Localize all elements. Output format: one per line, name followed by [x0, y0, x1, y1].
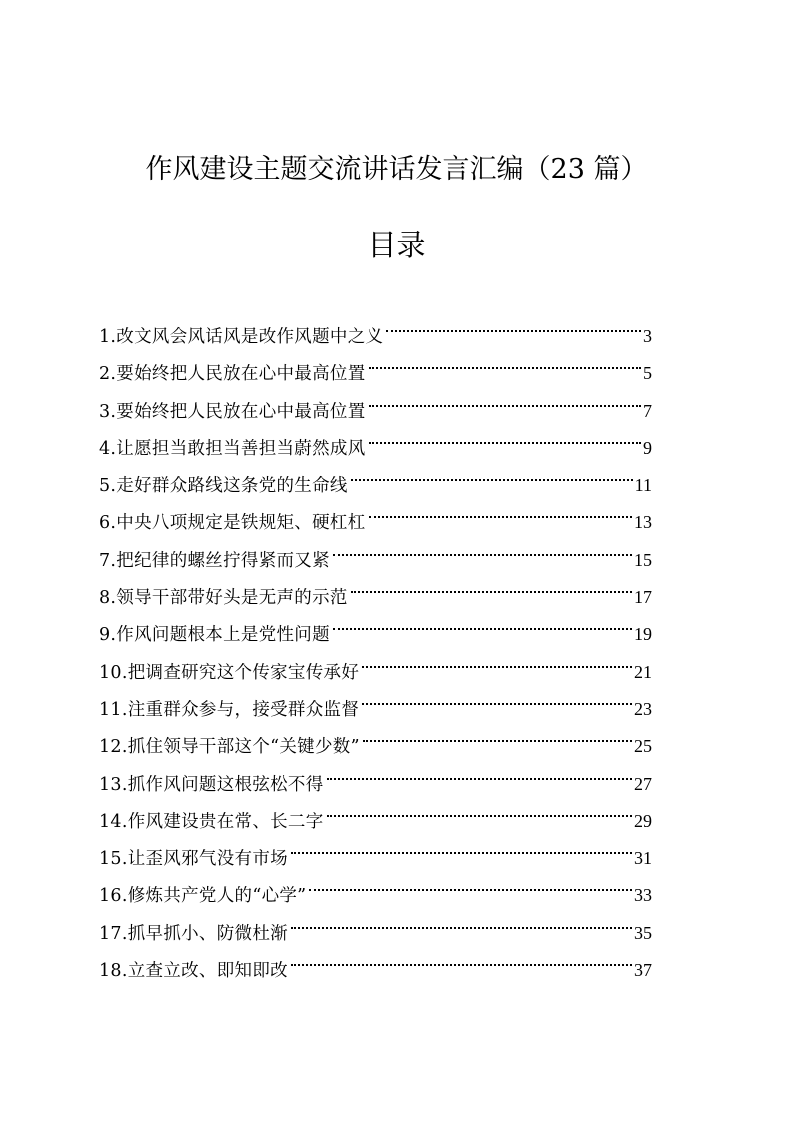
toc-entry-title: 3.要始终把人民放在心中最高位置 [99, 401, 366, 422]
document-title: 作风建设主题交流讲话发言汇编（23 篇） [145, 154, 648, 185]
toc-entry-page: 15 [634, 549, 652, 570]
toc-entry-leader [349, 454, 634, 491]
toc-entry-page: 23 [634, 698, 652, 719]
toc-entry-title: 12.抓住领导干部这个“关键少数” [99, 737, 360, 758]
toc-entry-title: 5.走好群众路线这条党的生命线 [99, 476, 348, 497]
toc-entry-title: 2.要始终把人民放在心中最高位置 [99, 364, 366, 385]
toc-entry-leader [331, 529, 633, 566]
toc-entry-page: 13 [634, 512, 652, 533]
toc-entry-page: 7 [643, 400, 652, 421]
toc-entry-title: 6.中央八项规定是铁规矩、硬杠杠 [99, 513, 366, 534]
toc-entry-leader [360, 641, 633, 678]
toc-entry-page: 19 [634, 624, 652, 645]
toc-entry-title: 7.把纪律的螺丝拧得紧而又紧 [99, 550, 330, 571]
toc-entry-leader [325, 753, 633, 790]
toc-entry-title: 4.让愿担当敢担当善担当蔚然成风 [99, 438, 366, 459]
toc-entry-page: 25 [634, 736, 652, 757]
toc-entry-leader [325, 790, 633, 827]
toc-entry-page: 35 [634, 922, 652, 943]
toc-entry-title: 1.改文风会风话风是改作风题中之义 [99, 327, 384, 347]
toc-entry-leader [367, 380, 643, 417]
toc-entry-title: 13.抓作风问题这根弦松不得 [99, 774, 324, 795]
toc-entry-leader [289, 827, 633, 864]
toc-entry-leader [367, 342, 643, 379]
toc-entry-page: 33 [634, 885, 652, 906]
toc-heading: 目录 [367, 228, 426, 262]
toc-entry-title: 15.让歪风邪气没有市场 [99, 849, 288, 870]
toc-entry-title: 9.作风问题根本上是党性问题 [99, 625, 330, 646]
toc-entry-leader [349, 566, 633, 603]
toc-entry-leader [367, 417, 643, 454]
toc-entry-page: 5 [643, 363, 652, 384]
toc-entry-page: 9 [643, 437, 652, 458]
toc-entry-leader [289, 939, 633, 976]
toc-entry-title: 14.作风建设贵在常、长二字 [99, 811, 324, 832]
table-of-contents [99, 305, 652, 982]
toc-entry-title: 10.把调查研究这个传家宝传承好 [99, 662, 360, 683]
toc-entry-title: 18.立查立改、即知即改 [99, 961, 288, 982]
toc-entry-leader [360, 678, 633, 715]
toc-entry-page: 31 [634, 848, 652, 869]
toc-entry-page: 29 [634, 810, 652, 831]
toc-entry-title: 16.修炼共产党人的“心学” [99, 886, 307, 907]
toc-entry-page: 27 [634, 773, 652, 794]
toc-entry-page: 11 [634, 475, 652, 496]
toc-entry-title: 17.抓早抓小、防微杜渐 [99, 923, 288, 944]
toc-entry-leader [331, 603, 633, 640]
toc-entry-leader [367, 491, 634, 528]
toc-entry[interactable] [99, 305, 652, 347]
toc-entry-page: 21 [634, 661, 652, 682]
toc-entry-leader [384, 305, 642, 342]
toc-entry-page: 17 [634, 587, 652, 608]
toc-entry-page: 37 [634, 960, 652, 981]
toc-entry-leader [307, 864, 633, 901]
toc-entry-title: 11.注重群众参与，接受群众监督 [99, 699, 360, 720]
toc-entry-page: 3 [643, 326, 652, 346]
toc-entry-leader [361, 715, 633, 752]
toc-entry-title: 8.领导干部带好头是无声的示范 [99, 588, 348, 609]
toc-entry-leader [289, 902, 633, 939]
